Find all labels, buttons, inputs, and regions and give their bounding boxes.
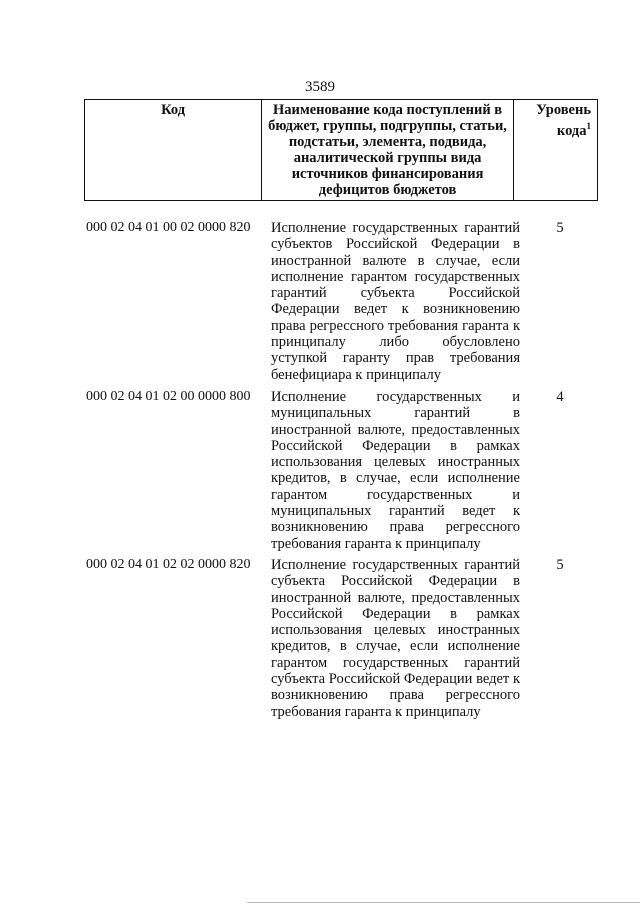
header-level: [513, 100, 597, 201]
row-code: 000 02 04 01 00 02 0000 820: [86, 220, 251, 235]
row-name: Исполнение государственных гарантий субъектов Российской Федерации в иностранной валюте в случае, если исполнение гарантом государственных гарантий субъекта Российской Федерации ведет к возникновению права регрессного требования гаранта к принципалу либо обусловлено уступкой гаранту прав требования бенефициара к принципалу: [271, 220, 520, 383]
row-level: 5: [556, 220, 564, 236]
row-level: 4: [556, 389, 564, 405]
page-edge-line: [247, 902, 640, 903]
row-name: Исполнение государственных и муниципальных гарантий в иностранной валюте, предоставленных Российской Федерации в рамках использования целевых иностранных кредитов, в случае, если исполнение гарантом государственных и муниципальных гарантий ведет к возникновению права регрессного требования гаранта к принципалу: [271, 389, 520, 552]
header-level-label: Уровень кода: [536, 102, 591, 139]
header-level-footnote: 1: [586, 121, 591, 131]
page-number: 3589: [305, 79, 335, 95]
row-code: 000 02 04 01 02 02 0000 820: [86, 557, 251, 572]
row-level: 5: [556, 557, 564, 573]
header-name: Наименование кода поступлений в бюджет, группы, подгруппы, статьи, подстатьи, элемента, подвида, аналитической группы вида источников финансирования дефицитов бюджетов: [262, 100, 514, 201]
row-name: Исполнение государственных гарантий субъекта Российской Федерации в иностранной валюте, предоставленных Российской Федерации в рамках использования целевых иностранных кредитов, в случае, если исполнение гарантом государственных гарантий субъекта Российской Федерации ведет к возникновению права регрессного требования гаранта к принципалу: [271, 557, 520, 720]
row-code: 000 02 04 01 02 00 0000 800: [86, 389, 251, 404]
table-header: [84, 99, 598, 201]
header-code: Код: [85, 100, 262, 201]
